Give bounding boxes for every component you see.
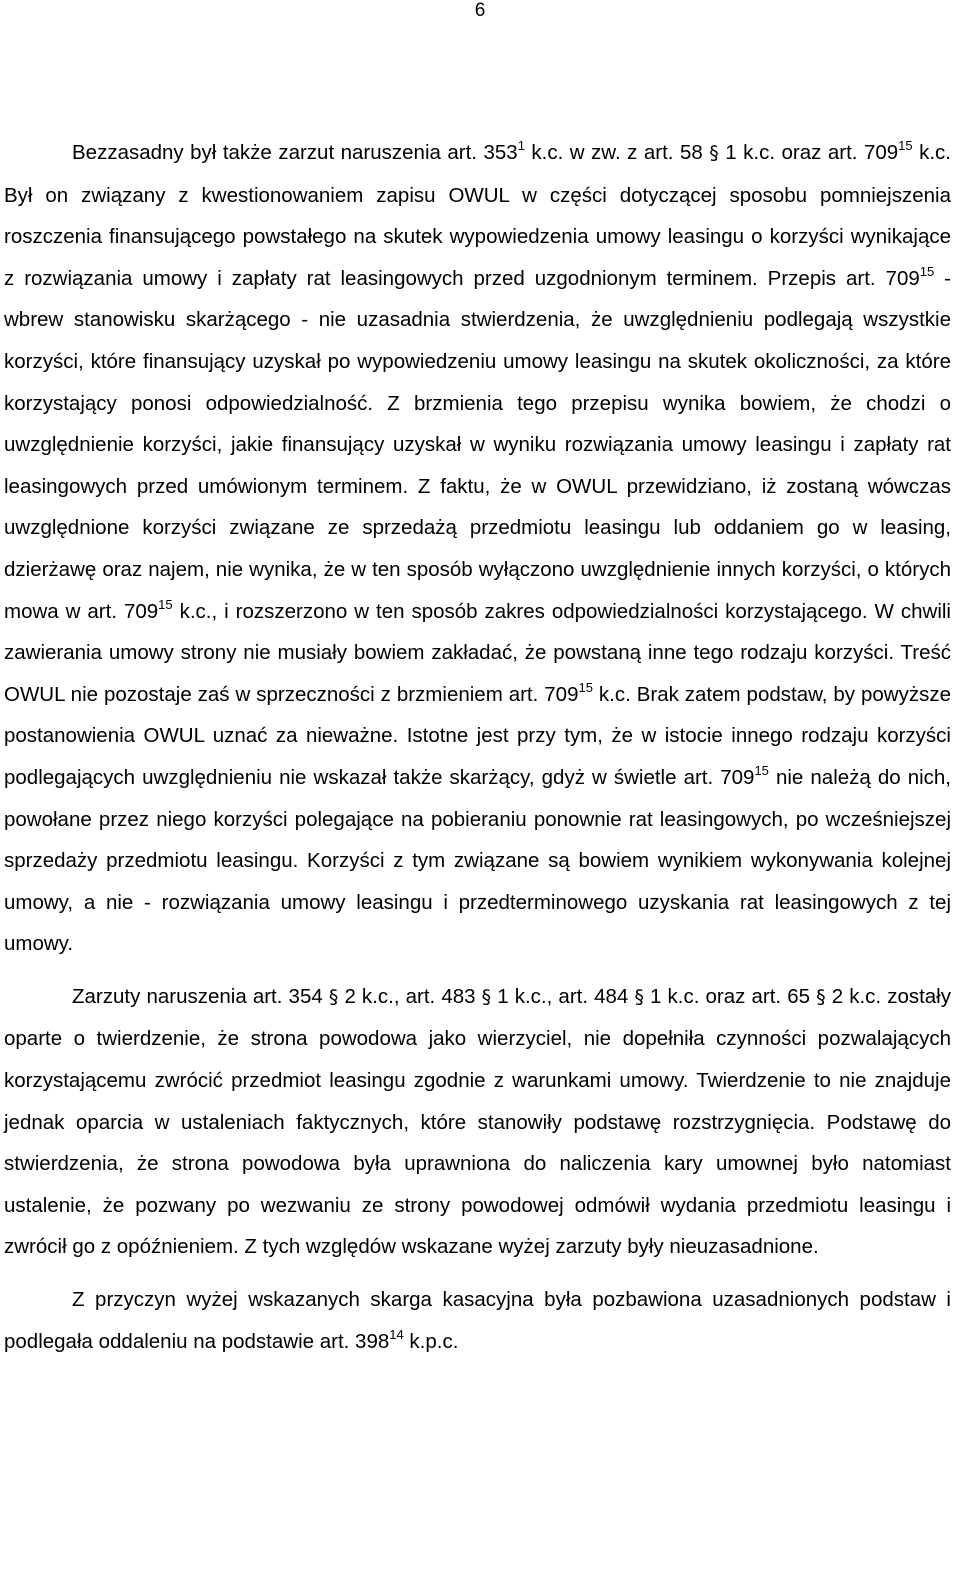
superscript: 15 <box>578 679 593 695</box>
document-body <box>4 132 951 1362</box>
section-sign: § <box>481 985 492 1008</box>
superscript: 15 <box>898 138 913 153</box>
page-number: 6 <box>474 0 486 21</box>
section-sign: § <box>634 985 644 1008</box>
text-run: Bezzasadny był także zarzut naruszenia art. 353 <box>72 141 518 164</box>
text-run: k.c. w zw. z art. 58 <box>524 141 710 164</box>
paragraph-art-709-15 <box>4 132 951 965</box>
superscript: 15 <box>754 762 769 778</box>
text-run: Zarzuty naruszenia art. 354 <box>72 984 329 1008</box>
superscript: 14 <box>389 1326 404 1342</box>
text-run: nie należą do nich, powołane przez niego korzyści polegające na pobieraniu ponownie rat leasingowych, po wcześniejszej sprzedaży przedmiotu leasingu. Korzyści z tym związane są bowiem wynikiem wykonywania kolejnej umowy, a nie - rozwiązania umowy leasingu i przedterminowego uzyskania rat leasingowych z tej umowy. <box>4 765 952 956</box>
section-sign: § <box>816 985 826 1008</box>
text-run: 1 k.c. oraz art. 709 <box>718 141 899 164</box>
section-sign: § <box>709 142 719 164</box>
text-run: k.c. Brak zatem podstaw, by powyższe postanowienia OWUL uznać za nieważne. Istotne jest przy tym, że w istocie innego rodzaju korzyści podlegających uwzględnieniu nie wskazał także skarżący, gdyż w świetle art. 709 <box>4 682 951 789</box>
text-run: k.c. Był on związany z kwestionowaniem zapisu OWUL w części dotyczącej sposobu pomniejszenia roszczenia finansującego powstałego na skutek wypowiedzenia umowy leasingu o korzyści wynikające z rozwiązania umowy i zapłaty rat leasingowych przed uzgodnionym terminem. Przepis art. 709 <box>4 141 951 290</box>
text-run: k.c., i rozszerzono w ten sposób zakres odpowiedzialności korzystającego. W chwili zawierania umowy strony nie musiały bowiem zakładać, że powstaną inne tego rodzaju korzyści. Treść OWUL nie pozostaje zaś w sprzeczności z brzmieniem art. 709 <box>4 599 951 706</box>
superscript: 1 <box>517 138 525 153</box>
text-run: - wbrew stanowisku skarżącego - nie uzasadnia stwierdzenia, że uwzględnieniu podlegają wszystkie korzyści, które finansujący uzyskał po wypowiedzeniu umowy leasingu na skutek okoliczności, za które korzystający ponosi odpowiedzialność. Z brzmienia tego przepisu wynika bowiem, że chodzi o uwzględnienie korzyści, jakie finansujący uzyskał w wyniku rozwiązania umowy leasingu i zapłaty rat leasingowych przed umówionym terminem. Z faktu, że w OWUL przewidziano, iż zostaną wówczas uwzględnione korzyści związane ze sprzedażą przedmiotu leasingu lub oddaniem go w leasing, dzierżawę oraz najem, nie wynika, że w ten sposób wyłączono uwzględnienie innych korzyści, o których mowa w art. 709 <box>4 266 951 623</box>
text-run: 2 k.c. zostały oparte o twierdzenie, że strona powodowa jako wierzyciel, nie dopełniła czynności pozwalających korzystającemu zwrócić przedmiot leasingu zgodnie z warunkami umowy. Twierdzenie to nie znajduje jednak oparcia w ustaleniach faktycznych, które stanowiły podstawę rozstrzygnięcia. Podstawę do stwierdzenia, że strona powodowa była uprawniona do naliczenia kary umownej było natomiast ustalenie, że pozwany po wezwaniu ze strony powodowej odmówił wydania przedmiotu leasingu i zwrócił go z opóźnieniem. Z tych względów wskazane wyżej zarzuty były nieuzasadnione. <box>4 984 951 1259</box>
text-run: 2 k.c., art. 483 <box>338 984 482 1008</box>
text-run: Z przyczyn wyżej wskazanych skarga kasacyjna była pozbawiona uzasadnionych podstaw i podlegała oddaleniu na podstawie art. 398 <box>4 1288 951 1353</box>
section-sign: § <box>328 985 339 1008</box>
text-run: k.p.c. <box>403 1329 459 1353</box>
paragraph-zarzuty-naruszenia <box>4 976 951 1268</box>
text-run: 1 k.c. oraz art. 65 <box>643 984 817 1008</box>
superscript: 15 <box>919 263 935 279</box>
text-run: 1 k.c., art. 484 <box>491 984 635 1008</box>
superscript: 15 <box>158 596 173 612</box>
paragraph-conclusion <box>4 1279 951 1362</box>
